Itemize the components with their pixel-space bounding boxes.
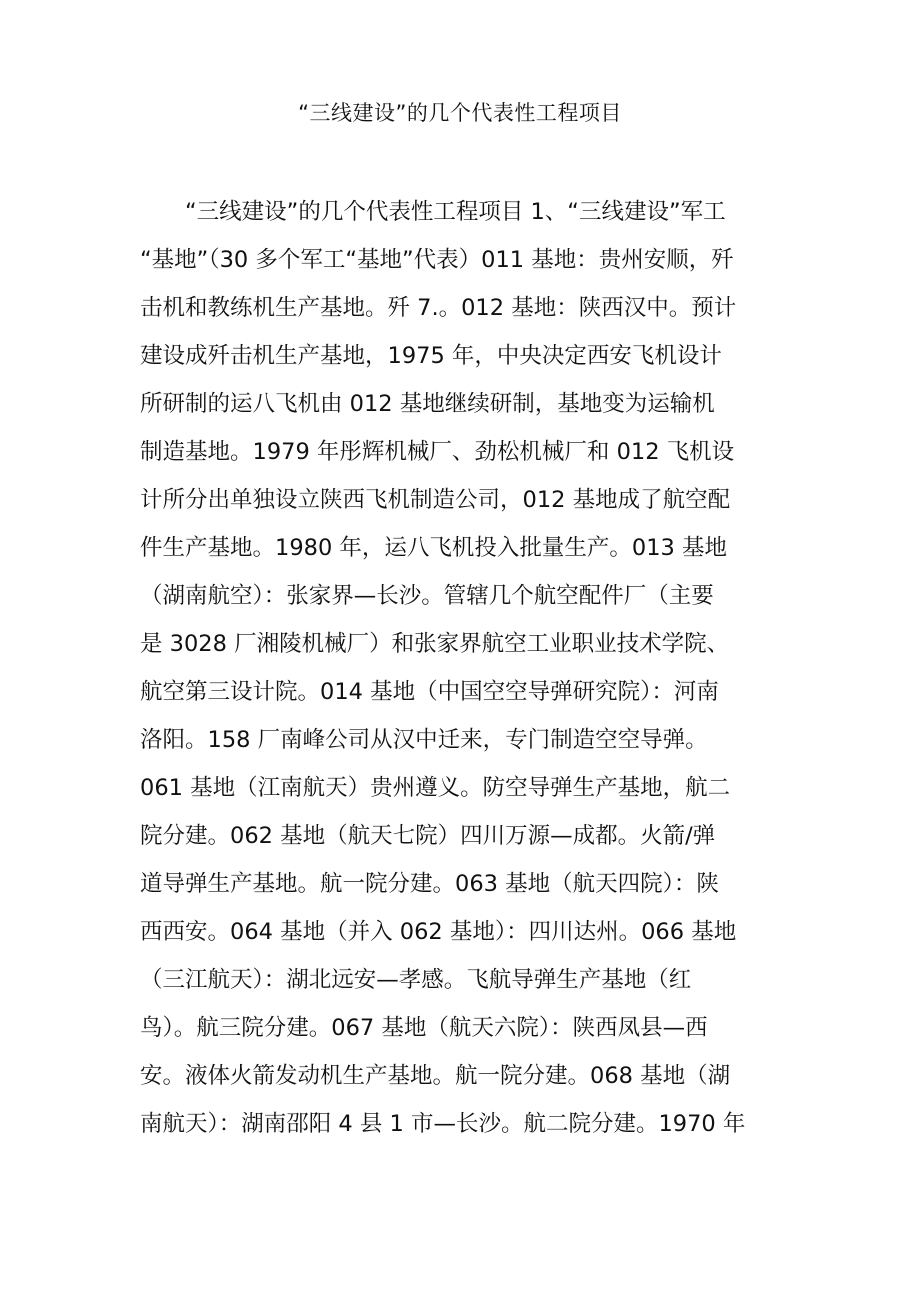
body-line: 制造基地。1979 年彤辉机械厂、劲松机械厂和 012 飞机设 bbox=[140, 439, 735, 465]
body-line: 鸟）。航三院分建。067 基地（航天六院）：陕西凤县—西 bbox=[140, 1015, 708, 1041]
body-line: 航空第三设计院。014 基地（中国空空导弹研究院）：河南 bbox=[140, 679, 719, 705]
body-line: 道导弹生产基地。航一院分建。063 基地（航天四院）：陕 bbox=[140, 871, 719, 897]
body-line: 洛阳。158 厂南峰公司从汉中迁来，专门制造空空导弹。 bbox=[140, 727, 708, 753]
body-line: 所研制的运八飞机由 012 基地继续研制，基地变为运输机 bbox=[140, 391, 715, 417]
body-line: 计所分出单独设立陕西飞机制造公司，012 基地成了航空配 bbox=[140, 487, 731, 513]
body-line: 西西安。064 基地（并入 062 基地）：四川达州。066 基地 bbox=[140, 919, 737, 945]
body-line: 件生产基地。1980 年，运八飞机投入批量生产。013 基地 bbox=[140, 535, 728, 561]
document-body bbox=[140, 188, 780, 1148]
body-line: （湖南航空）：张家界—长沙。管辖几个航空配件厂（主要 bbox=[140, 583, 714, 609]
body-line: 061 基地（江南航天）贵州遵义。防空导弹生产基地，航二 bbox=[140, 775, 731, 801]
body-line: “基地”（30 多个军工“基地”代表）011 基地：贵州安顺，歼 bbox=[140, 247, 734, 273]
body-line: 击机和教练机生产基地。歼 7.。012 基地：陕西汉中。预计 bbox=[140, 295, 737, 321]
document-title: “三线建设”的几个代表性工程项目 bbox=[298, 101, 622, 125]
body-line: 南航天）：湖南邵阳 4 县 1 市—长沙。航二院分建。1970 年 bbox=[140, 1111, 746, 1137]
body-line: 安。液体火箭发动机生产基地。航一院分建。068 基地（湖 bbox=[140, 1063, 731, 1089]
body-line: 建设成歼击机生产基地，1975 年，中央决定西安飞机设计 bbox=[140, 343, 722, 369]
body-line: “三线建设”的几个代表性工程项目 1、“三线建设”军工 bbox=[140, 199, 726, 225]
body-line: 院分建。062 基地（航天七院）四川万源—成都。火箭/弹 bbox=[140, 823, 716, 849]
body-line: 是 3028 厂湘陵机械厂）和张家界航空工业职业技术学院、 bbox=[140, 631, 730, 657]
body-line: （三江航天）：湖北远安—孝感。飞航导弹生产基地（红 bbox=[140, 967, 692, 993]
